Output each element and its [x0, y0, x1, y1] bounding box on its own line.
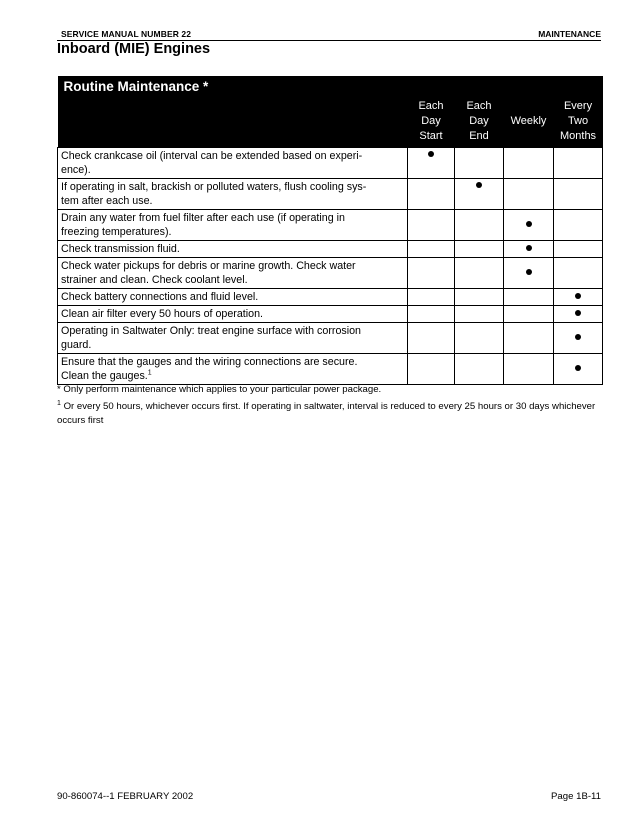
footnote-1 — [57, 400, 603, 428]
column-header-weekly: Weekly — [504, 98, 554, 148]
interval-cell — [408, 258, 455, 289]
table-title: Routine Maintenance * — [58, 76, 603, 98]
interval-cell — [504, 210, 554, 241]
table-row — [58, 306, 603, 323]
bullet-mark — [526, 221, 532, 227]
task-line: Drain any water from fuel filter after each use (if operating in — [61, 212, 345, 224]
task-cell — [58, 354, 408, 385]
task-line: strainer and clean. Check coolant level. — [61, 274, 248, 286]
bullet-mark — [575, 293, 581, 299]
maintenance-table — [57, 76, 603, 385]
task-line: If operating in salt, brackish or polluted waters, flush cooling sys- — [61, 181, 367, 193]
table-row — [58, 289, 603, 306]
interval-cell — [455, 179, 504, 210]
interval-cell — [455, 258, 504, 289]
interval-cell — [408, 289, 455, 306]
interval-cell — [554, 241, 603, 258]
task-cell — [58, 210, 408, 241]
task-column-header — [58, 98, 408, 148]
task-cell — [58, 241, 408, 258]
task-line: ence). — [61, 164, 91, 176]
interval-cell — [504, 179, 554, 210]
task-line: Ensure that the gauges and the wiring connections are secure. — [61, 356, 358, 368]
interval-cell — [408, 323, 455, 354]
interval-cell — [408, 148, 455, 179]
interval-cell — [455, 354, 504, 385]
table-row — [58, 258, 603, 289]
table-row — [58, 210, 603, 241]
task-line: Check transmission fluid. — [61, 243, 180, 255]
interval-cell — [554, 306, 603, 323]
interval-cell — [504, 289, 554, 306]
bullet-mark — [575, 310, 581, 316]
table-row — [58, 354, 603, 385]
bullet-mark — [526, 269, 532, 275]
task-cell — [58, 289, 408, 306]
interval-cell — [408, 241, 455, 258]
column-header-row — [58, 98, 603, 148]
interval-cell — [455, 306, 504, 323]
interval-cell — [554, 289, 603, 306]
interval-cell — [504, 306, 554, 323]
interval-cell — [554, 179, 603, 210]
task-line: guard. — [61, 339, 92, 351]
table-row — [58, 241, 603, 258]
column-header-each-day-start: Each Day Start — [408, 98, 455, 148]
document-number: 90-860074--1 FEBRUARY 2002 — [57, 791, 194, 802]
interval-cell — [554, 258, 603, 289]
interval-cell — [455, 323, 504, 354]
interval-cell — [504, 148, 554, 179]
interval-cell — [504, 241, 554, 258]
interval-cell — [554, 148, 603, 179]
interval-cell — [455, 241, 504, 258]
task-cell — [58, 258, 408, 289]
table-row — [58, 179, 603, 210]
manual-number: SERVICE MANUAL NUMBER 22 — [61, 29, 192, 39]
interval-cell — [455, 289, 504, 306]
bullet-mark — [575, 334, 581, 340]
task-line: Check water pickups for debris or marine growth. Check water — [61, 260, 356, 272]
footnote-ref: 1 — [147, 369, 152, 377]
interval-cell — [408, 179, 455, 210]
task-cell — [58, 323, 408, 354]
interval-cell — [554, 210, 603, 241]
interval-cell — [408, 354, 455, 385]
task-line: Operating in Saltwater Only: treat engine surface with corrosion — [61, 325, 361, 337]
asterisk-note — [57, 383, 603, 397]
interval-cell — [455, 210, 504, 241]
interval-cell — [554, 354, 603, 385]
interval-cell — [504, 354, 554, 385]
task-cell — [58, 148, 408, 179]
page-title: Inboard (MIE) Engines — [57, 41, 211, 57]
table-row — [58, 148, 603, 179]
interval-cell — [408, 210, 455, 241]
task-line: Check battery connections and fluid level. — [61, 291, 259, 303]
bullet-mark — [428, 151, 434, 157]
bullet-mark — [476, 182, 482, 188]
bullet-mark — [526, 245, 532, 251]
task-line: freezing temperatures). — [61, 226, 172, 238]
task-cell — [58, 306, 408, 323]
interval-cell — [455, 148, 504, 179]
page-number: Page 1B-11 — [551, 791, 601, 802]
task-cell — [58, 179, 408, 210]
asterisk-note-text: Only perform maintenance which applies to your particular power package. — [63, 384, 382, 395]
column-header-each-day-end: Each Day End — [455, 98, 504, 148]
column-header-every-two-months: Every Two Months — [554, 98, 603, 148]
footnote-symbol: 1 — [57, 399, 61, 407]
task-line: Check crankcase oil (interval can be extended based on experi- — [61, 150, 363, 162]
bullet-mark — [575, 365, 581, 371]
interval-cell — [504, 258, 554, 289]
footnote-1-text: Or every 50 hours, whichever occurs first. If operating in saltwater, interval is reduced to every 25 hours or 30 days whichever occurs first — [57, 401, 596, 426]
interval-cell — [504, 323, 554, 354]
interval-cell — [554, 323, 603, 354]
asterisk-symbol: * — [57, 384, 61, 395]
section-name: MAINTENANCE — [538, 29, 601, 39]
task-line: Clean the gauges.$^1$ — [61, 369, 152, 382]
table-row — [58, 323, 603, 354]
task-line: Clean air filter every 50 hours of operation. — [61, 308, 263, 320]
task-line: tem after each use. — [61, 195, 153, 207]
interval-cell — [408, 306, 455, 323]
